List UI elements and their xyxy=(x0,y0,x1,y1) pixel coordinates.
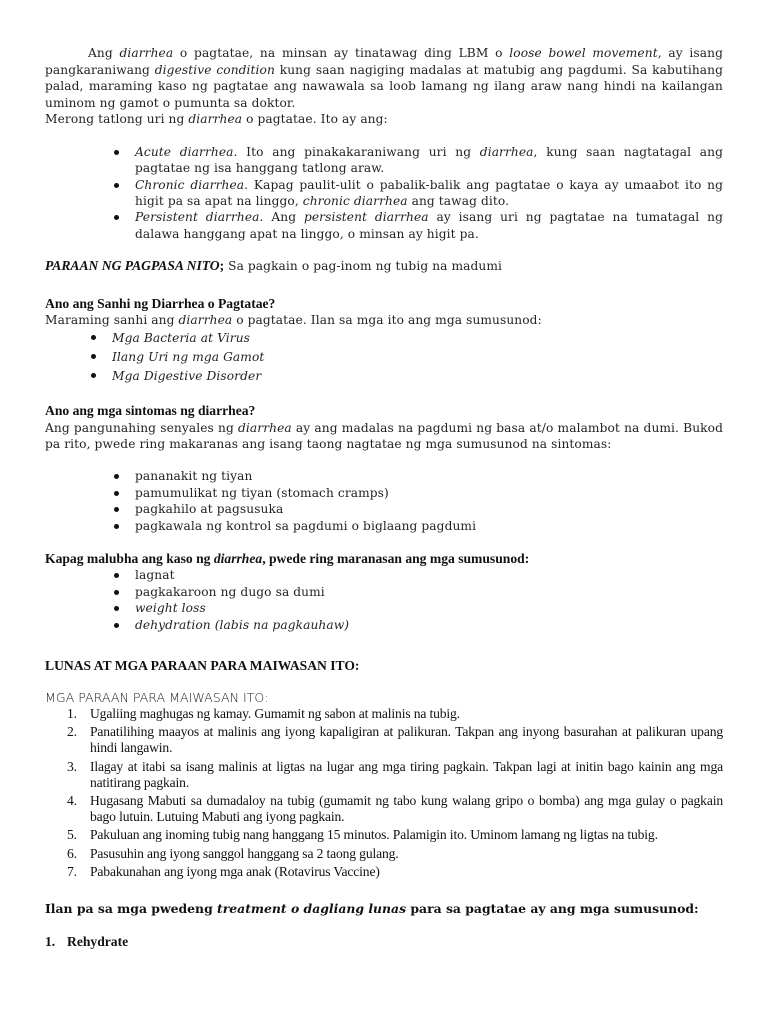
symptoms-text: ay ang madalas na pagdumi ng basa at/o malambot na dumi. Bukod pa rito, pwede ring makaranas ang isang taong nagtatae ng mga sumusunod na sintomas: xyxy=(45,420,723,452)
transmission-text: Sa pagkain o pag-inom ng tubig na madumi xyxy=(224,259,503,274)
treatment-heading-term: treatment o dagliang lunas xyxy=(217,900,407,916)
type-name: Persistent diarrhea. xyxy=(135,210,264,225)
diarrhea-types-list xyxy=(45,144,723,242)
item-text: Rehydrate xyxy=(67,934,129,950)
intro-term: digestive condition xyxy=(154,62,275,77)
item-number: 3. xyxy=(67,758,77,774)
list-item xyxy=(112,348,723,367)
causes-intro xyxy=(45,312,723,328)
cause-item: Mga Bacteria at Virus xyxy=(112,331,250,346)
document-page xyxy=(45,45,723,951)
item-text: Pasusuhin ang iyong sanggol hanggang sa 2 taong gulang. xyxy=(90,845,399,861)
symptoms-heading: Ano ang mga sintomas ng diarrhea? xyxy=(45,403,256,419)
type-name: Acute diarrhea. xyxy=(135,144,238,159)
intro-term: diarrhea xyxy=(119,46,174,60)
list-item xyxy=(67,792,723,825)
types-intro-text: Merong tatlong uri ng xyxy=(45,112,189,127)
item-number: 7. xyxy=(67,863,77,879)
item-number: 5. xyxy=(67,827,77,843)
cause-item: Ilang Uri ng mga Gamot xyxy=(112,350,265,365)
treatment-heading xyxy=(45,901,723,917)
type-text: ay isang uri ng pagtatae na tumatagal ng dalawa hanggang apat na linggo, o minsan ay higit pa. xyxy=(135,210,723,241)
type-text: Ito ang pinakakaraniwang uri ng xyxy=(237,144,480,159)
symptoms-intro xyxy=(45,420,723,453)
item-number: 4. xyxy=(67,792,77,808)
type-text: Ang xyxy=(263,210,304,225)
intro-text: Ang xyxy=(88,46,120,60)
list-item xyxy=(67,758,723,791)
item-number: 1. xyxy=(45,934,56,950)
transmission-line xyxy=(45,258,723,274)
list-item: lagnat xyxy=(135,567,723,583)
type-text: ang tawag dito. xyxy=(407,194,510,208)
transmission-semicolon: ; xyxy=(219,258,225,274)
item-text: Pabakunahan ang iyong mga anak (Rotavirus Vaccine) xyxy=(90,863,380,879)
list-item xyxy=(67,724,723,756)
prevention-heading: LUNAS AT MGA PARAAN PARA MAIWASAN ITO: xyxy=(45,658,360,674)
types-intro-term: diarrhea xyxy=(188,112,243,127)
list-item: pagkawala ng kontrol sa pagdumi o biglaang pagdumi xyxy=(135,518,723,534)
item-text: Ilagay at itabi sa isang malinis at ligtas na lugar ang mga tiring pagkain. Takpan lagi at initin bago kainin ang mga natitirang pagkain. xyxy=(90,758,723,790)
list-item: pagkakaroon ng dugo sa dumi xyxy=(135,584,723,600)
type-term: diarrhea xyxy=(479,144,534,159)
severe-heading-text: Kapag malubha ang kaso ng xyxy=(45,551,214,567)
prevention-list xyxy=(45,706,723,880)
list-item xyxy=(112,367,723,386)
causes-text: Maraming sanhi ang xyxy=(45,313,179,328)
cause-item: Mga Digestive Disorder xyxy=(112,368,262,383)
types-intro-text: o pagtatae. Ito ay ang: xyxy=(242,112,388,127)
type-term: persistent diarrhea xyxy=(303,210,429,225)
list-item xyxy=(67,863,723,880)
list-item xyxy=(135,209,723,242)
transmission-heading: PARAAN NG PAGPASA NITO xyxy=(45,258,220,274)
treatment-heading-text: Ilan pa sa mga pwedeng xyxy=(45,900,218,916)
item-text: Panatilihing maayos at malinis ang iyong kapaligiran at palikuran. Takpan ang inyong basurahan at palikuran upang hindi langawin. xyxy=(90,724,723,756)
types-intro xyxy=(45,111,723,127)
intro-text: , ay isang pangkaraniwang xyxy=(45,46,723,77)
list-item: pagkahilo at pagsusuka xyxy=(135,501,723,517)
treatment-heading-text: para sa pagtatae ay ang mga sumusunod: xyxy=(406,900,699,916)
intro-term: loose bowel movement xyxy=(509,46,658,60)
symptoms-text: Ang pangunahing senyales ng xyxy=(45,420,239,435)
item-number: 1. xyxy=(67,705,77,721)
list-item xyxy=(67,705,723,722)
severe-symptoms-list xyxy=(45,567,723,633)
list-item xyxy=(67,845,723,862)
list-item xyxy=(135,617,723,633)
item-text: Ugaliing maghugas ng kamay. Gumamit ng sabon at malinis na tubig. xyxy=(90,705,460,721)
prevention-subheading: MGA PARAAN PARA MAIWASAN ITO: xyxy=(45,689,269,705)
type-name: Chronic diarrhea. xyxy=(135,177,249,192)
symptoms-list xyxy=(45,468,723,534)
causes-text: o pagtatae. Ilan sa mga ito ang mga sumusunod: xyxy=(232,313,542,328)
intro-paragraph xyxy=(45,45,723,111)
list-item: pananakit ng tiyan xyxy=(135,468,723,484)
item-text: Hugasang Mabuti sa dumadaloy na tubig (gumamit ng tabo kung walang gripo o bomba) ang mga gulay o pagkain bago lutuin. Lutuing Mabuti ang iyong pagkain. xyxy=(90,792,723,825)
type-text: , kung saan nagtatagal ang pagtatae ng isa hanggang tatlong araw. xyxy=(135,144,724,176)
severe-item: dehydration (labis na pagkauhaw) xyxy=(135,617,350,632)
list-item xyxy=(67,827,723,843)
symptoms-term: diarrhea xyxy=(238,420,292,435)
list-item xyxy=(135,600,723,616)
severe-heading xyxy=(45,551,723,567)
list-item xyxy=(135,177,723,210)
treatment-item-1 xyxy=(45,934,723,950)
causes-heading: Ano ang Sanhi ng Diarrhea o Pagtatae? xyxy=(45,295,276,311)
intro-text: kung saan nagiging madalas at matubig ang pagdumi. Sa kabutihang palad, maraming kaso ng pagtatae ang nawawala sa loob lamang ng ilang araw nang hindi na kailangan uminom ng gamot o pumunta sa doktor. xyxy=(45,62,723,110)
causes-list xyxy=(45,329,723,385)
severe-heading-term: diarrhea xyxy=(213,551,263,567)
type-text: Kapag paulit-ulit o pabalik-balik ang pagtatae o kaya ay umaabot ito ng higit pa sa apat na linggo, xyxy=(135,177,723,208)
list-item: pamumulikat ng tiyan (stomach cramps) xyxy=(135,485,723,501)
list-item xyxy=(112,329,723,348)
severe-item: weight loss xyxy=(135,601,206,616)
item-number: 2. xyxy=(67,724,77,740)
item-number: 6. xyxy=(67,845,77,861)
causes-term: diarrhea xyxy=(178,313,233,328)
severe-heading-text: , pwede ring maranasan ang mga sumusunod: xyxy=(262,551,530,567)
item-text: Pakuluan ang inoming tubig nang hanggang 15 minutos. Palamigin ito. Uminom lamang ng ligtas na tubig. xyxy=(90,827,658,843)
type-term: chronic diarrhea xyxy=(302,194,408,208)
list-item xyxy=(135,144,723,177)
intro-text: o pagtatae, na minsan ay tinatawag ding LBM o xyxy=(173,46,510,60)
